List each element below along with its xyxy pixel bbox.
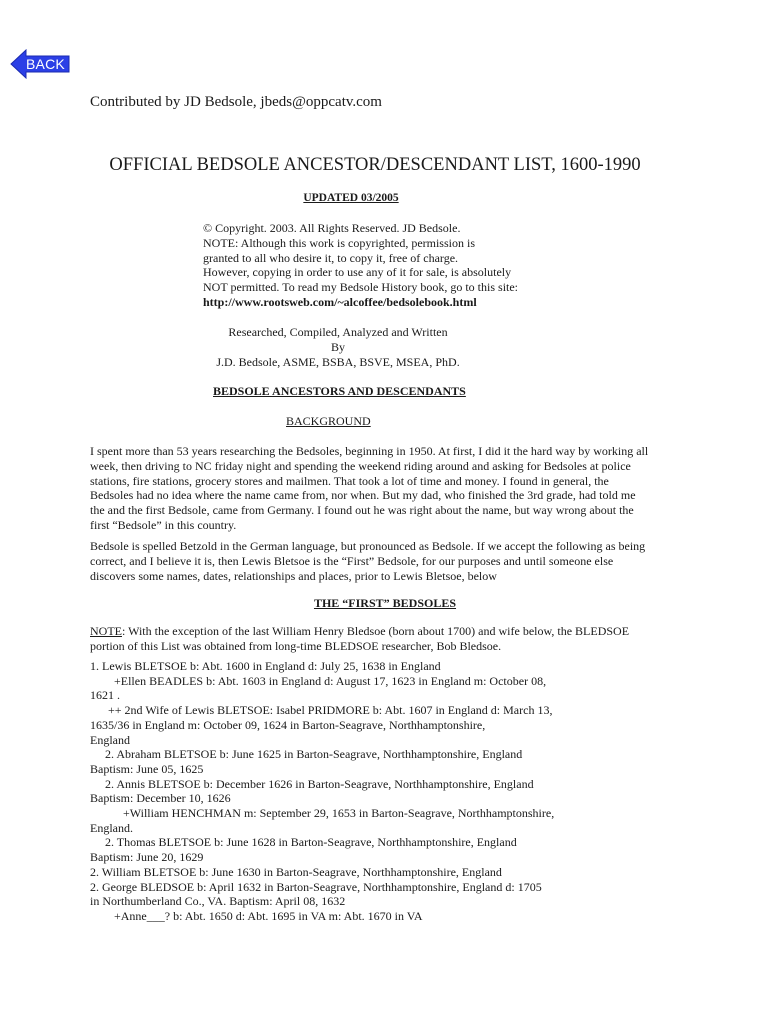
note-paragraph: [90, 624, 690, 654]
genealogy-entry: 2. Thomas BLETSOE b: June 1628 in Barton-Seagrave, Northhamptonshire, England: [90, 835, 517, 850]
paragraph-line: stations, fire stations, grocery stores and mailmen. That took a lot of time and money. I found in general, the: [90, 473, 609, 488]
paragraph-line: week, then driving to NC friday night and spending the weekend riding around and asking for Bedsoles at police: [90, 458, 631, 473]
genealogy-entry: 2. Abraham BLETSOE b: June 1625 in Barton-Seagrave, Northhamptonshire, England: [90, 747, 523, 762]
genealogy-list: [90, 659, 554, 924]
copyright-line: granted to all who desire it, to copy it, free of charge.: [203, 250, 459, 265]
back-label: BACK: [26, 56, 65, 72]
back-button[interactable]: [10, 49, 72, 79]
paragraph-line: first “Bedsole” in this country.: [90, 517, 237, 532]
genealogy-entry: ++ 2nd Wife of Lewis BLETSOE: Isabel PRIDMORE b: Abt. 1607 in England d: March 13,: [90, 703, 553, 718]
background-paragraph-2: [90, 539, 690, 583]
note-line: portion of this List was obtained from long-time BLEDSOE researcher, Bob Bledsoe.: [90, 638, 502, 653]
genealogy-entry: Baptism: December 10, 1626: [90, 791, 231, 806]
copyright-line: NOTE: Although this work is copyrighted, permission is: [203, 235, 475, 250]
updated-date: UPDATED 03/2005: [303, 192, 399, 204]
genealogy-entry: +Ellen BEADLES b: Abt. 1603 in England d: August 17, 1623 in England m: October 08,: [90, 673, 547, 688]
heading-first-bedsoles: THE “FIRST” BEDSOLES: [313, 596, 457, 610]
genealogy-entry: 2. William BLETSOE b: June 1630 in Barton-Seagrave, Northhamptonshire, England: [90, 864, 502, 879]
genealogy-entry: Baptism: June 20, 1629: [90, 850, 204, 865]
paragraph-line: Bedsoles had no idea where the name came from, nor when. But my dad, who finished the 3rd grade, had told me: [90, 488, 636, 503]
genealogy-entry: +Anne___? b: Abt. 1650 d: Abt. 1695 in VA m: Abt. 1670 in VA: [90, 908, 423, 923]
genealogy-entry: 2. Annis BLETSOE b: December 1626 in Barton-Seagrave, Northhamptonshire, England: [90, 776, 534, 791]
genealogy-entry: +William HENCHMAN m: September 29, 1653 in Barton-Seagrave, Northhamptonshire,: [90, 806, 555, 821]
contributor-line: Contributed by JD Bedsole, jbeds@oppcatv.com: [90, 94, 382, 110]
paragraph-line: I spent more than 53 years researching the Bedsoles, beginning in 1950. At first, I did it the hard way by working all: [90, 444, 649, 458]
bedsole-book-link[interactable]: http://www.rootsweb.com/~alcoffee/bedsolebook.html: [203, 294, 477, 309]
background-paragraph-1: [90, 444, 690, 533]
copyright-line: However, copying in order to use any of it for sale, is absolutely: [203, 265, 512, 280]
heading-background: BACKGROUND: [286, 414, 371, 428]
paragraph-line: the and the first Bedsole, came from Germany. I found out he was right about the name, but way wrong about the: [90, 503, 634, 518]
genealogy-entry: England: [90, 732, 130, 747]
genealogy-entry: in Northumberland Co., VA. Baptism: April 08, 1632: [90, 894, 346, 909]
copyright-line: NOT permitted. To read my Bedsole History book, go to this site:: [203, 280, 519, 295]
paragraph-line: discovers some names, dates, relationships and places, prior to Lewis Bletsoe, below: [90, 568, 497, 583]
genealogy-entry: 1635/36 in England m: October 09, 1624 in Barton-Seagrave, Northhamptonshire,: [90, 717, 486, 732]
note-label: NOTE: [90, 624, 122, 638]
genealogy-entry: 1621 .: [90, 688, 120, 703]
page-title: OFFICIAL BEDSOLE ANCESTOR/DESCENDANT LIST, 1600-1990: [109, 155, 641, 175]
copyright-line: © Copyright. 2003. All Rights Reserved. JD Bedsole.: [203, 221, 461, 235]
genealogy-entry: 1. Lewis BLETSOE b: Abt. 1600 in England d: July 25, 1638 in England: [90, 659, 441, 673]
genealogy-entry: England.: [90, 820, 133, 835]
paragraph-line: Bedsole is spelled Betzold in the German language, but pronounced as Bedsole. If we accept the following as being: [90, 539, 646, 553]
author-credit: [0, 325, 676, 369]
note-text: : With the exception of the last William Henry Bledsoe (born about 1700) and wife below, the BLEDSOE: [122, 624, 630, 638]
genealogy-entry: 2. George BLEDSOE b: April 1632 in Barton-Seagrave, Northhamptonshire, England d: 1705: [90, 879, 542, 894]
copyright-notice: [203, 221, 518, 310]
paragraph-line: correct, and I believe it is, then Lewis Bletsoe is the “First” Bedsole, for our purposes and until someone else: [90, 553, 614, 568]
credit-line: Researched, Compiled, Analyzed and Written: [228, 325, 448, 339]
credit-line: J.D. Bedsole, ASME, BSBA, BSVE, MSEA, PhD.: [216, 354, 460, 369]
heading-ancestors: BEDSOLE ANCESTORS AND DESCENDANTS: [213, 384, 466, 398]
genealogy-entry: Baptism: June 05, 1625: [90, 761, 204, 776]
credit-line: By: [330, 339, 345, 354]
note-line: [90, 624, 690, 639]
